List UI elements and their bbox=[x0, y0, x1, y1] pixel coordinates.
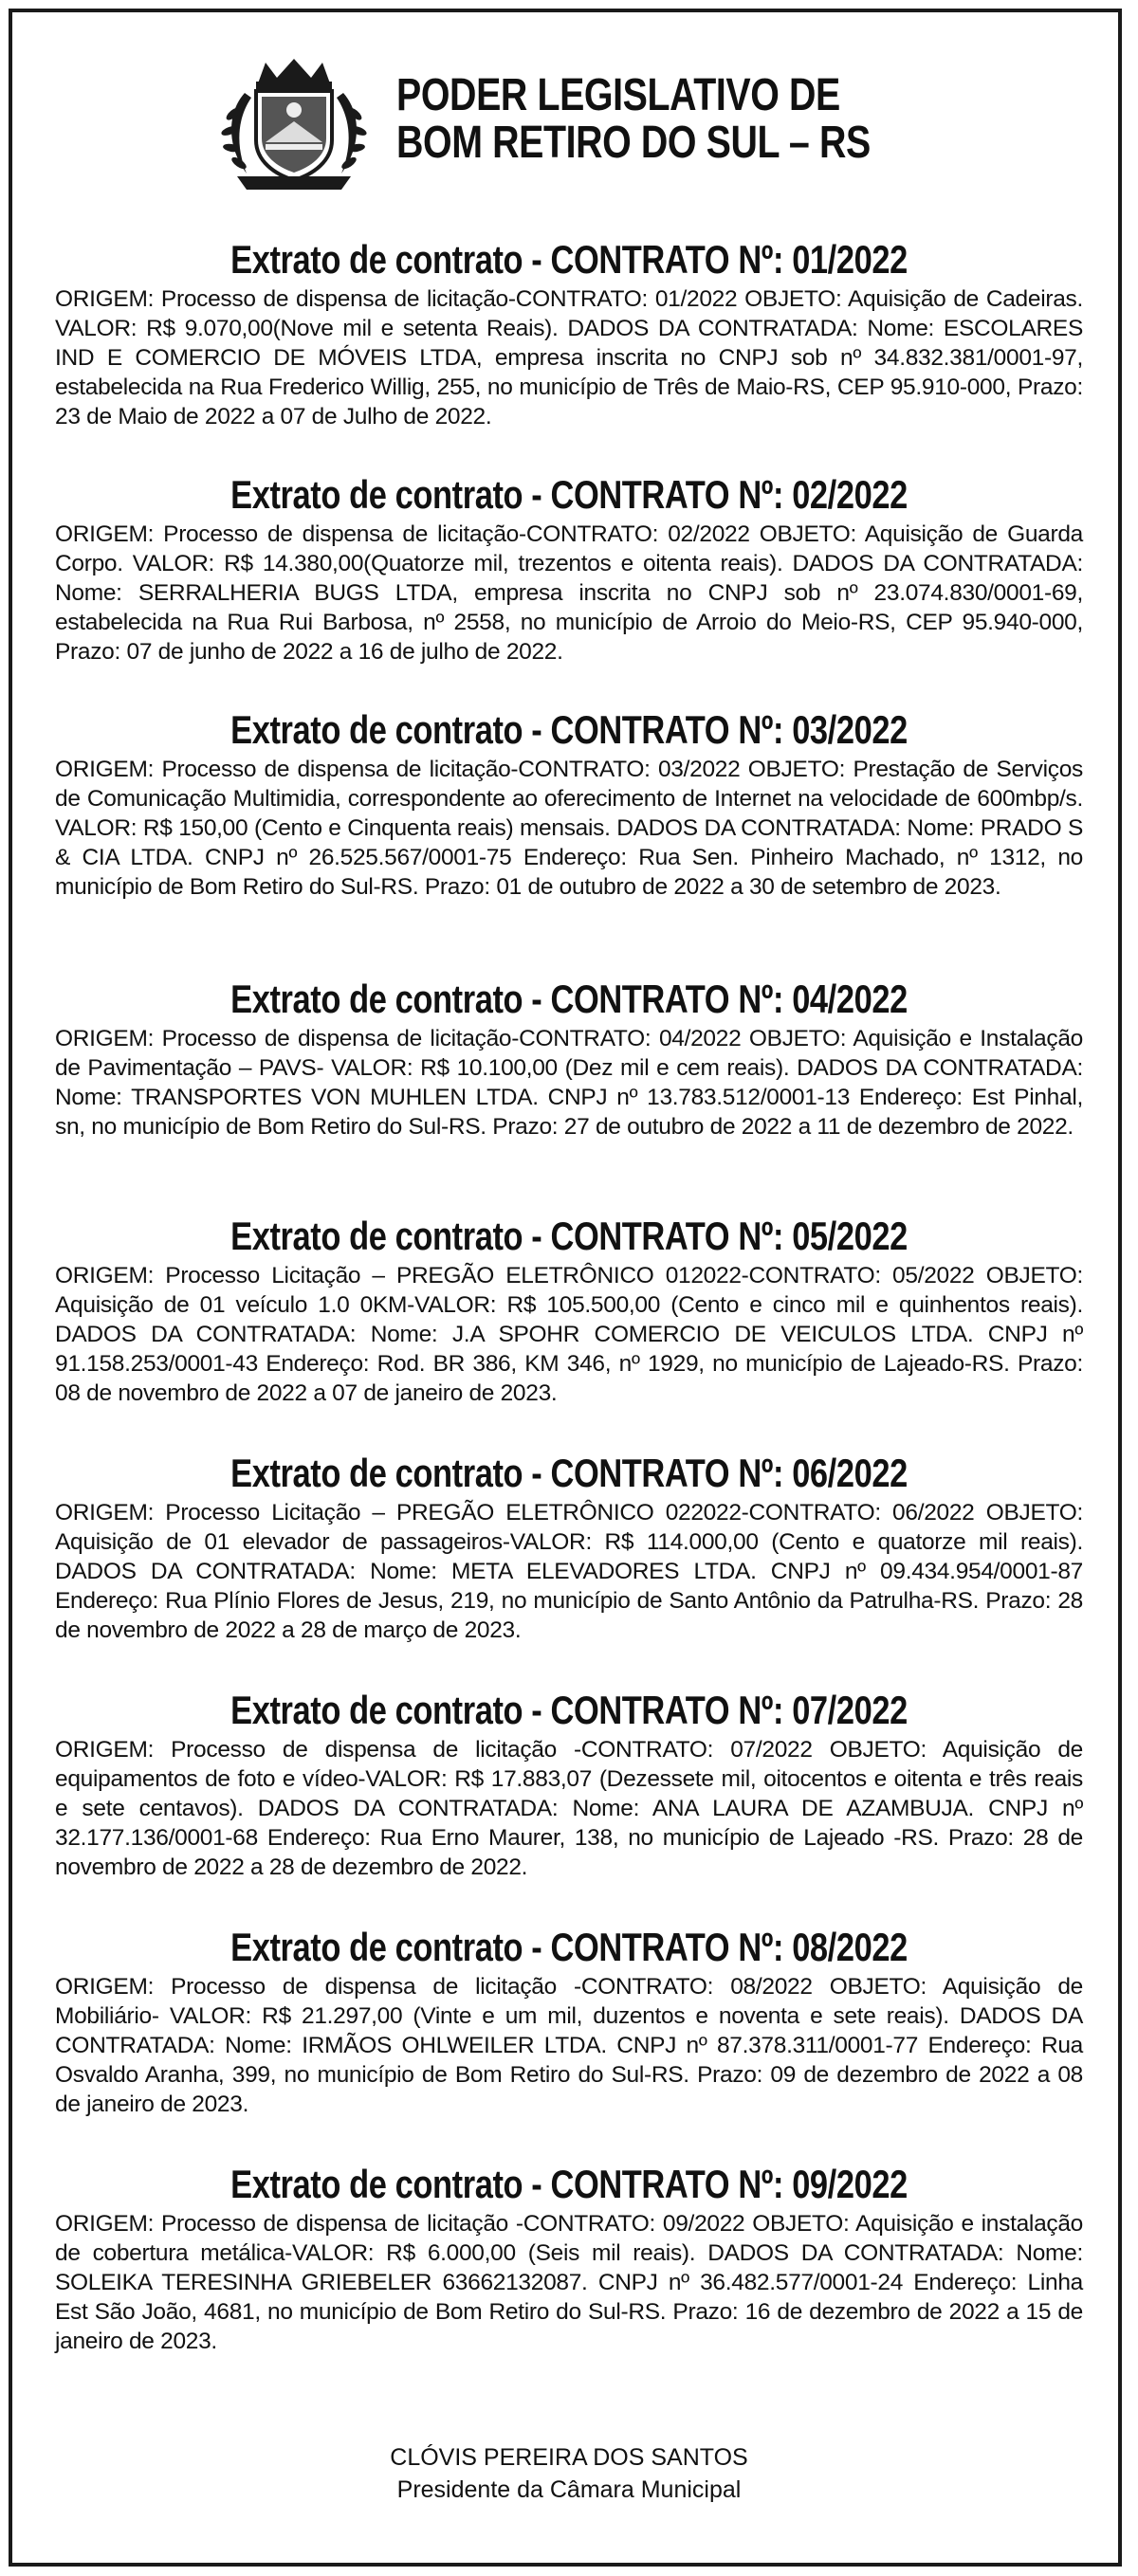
contract-heading: Extrato de contrato - CONTRATO Nº: 09/2022 bbox=[230, 2162, 908, 2206]
contract-text: ORIGEM: Processo de dispensa de licitação -CONTRATO: 08/2022 OBJETO: Aquisição de Mobiliário- VALOR: R$ 21.297,00 (Vinte e um mil, duzentos e noventa e sete reais). DADOS DA CONTRATADA: Nome: IRMÃOS OHLWEILER LTDA. CNPJ nº 87.378.311/0001-77 Endereço: Rua Osvaldo Aranha, 399, no município de Bom Retiro do Sul-RS. Prazo: 09 de dezembro de 2022 a 08 de janeiro de 2023. bbox=[55, 1974, 1083, 2117]
contract-text: ORIGEM: Processo Licitação – PREGÃO ELETRÔNICO 012022-CONTRATO: 05/2022 OBJETO: Aquisição de 01 veículo 1.0 0KM-VALOR: R$ 105.500,00 (Cento e cinco mil e quinhentos reais). DADOS DA CONTRATADA: Nome: J.A SPOHR COMERCIO DE VEICULOS LTDA. CNPJ nº 91.158.253/0001-43 Endereço: Rod. BR 386, KM 346, nº 1929, no município de Lajeado-RS. Prazo: 08 de novembro de 2022 a 07 de janeiro de 2023. bbox=[55, 1263, 1083, 1406]
contract-heading: Extrato de contrato - CONTRATO Nº: 06/2022 bbox=[230, 1451, 908, 1495]
contract-heading: Extrato de contrato - CONTRATO Nº: 03/2022 bbox=[230, 707, 908, 752]
title-line-1: PODER LEGISLATIVO DE bbox=[396, 70, 840, 120]
signatory-role: Presidente da Câmara Municipal bbox=[396, 2476, 742, 2503]
contract-section-8 bbox=[55, 1925, 1083, 2119]
contract-text: ORIGEM: Processo de dispensa de licitação-CONTRATO: 04/2022 OBJETO: Aquisição e Instalação de Pavimentação – PAVS- VALOR: R$ 10.100,00 (Dez mil e cem reais). DADOS DA CONTRATADA: Nome: TRANSPORTES VON MUHLEN LTDA. CNPJ nº 13.783.512/0001-13 Endereço: Est Pinhal, sn, no município de Bom Retiro do Sul-RS. Prazo: 27 de outubro de 2022 a 11 de dezembro de 2022. bbox=[55, 1026, 1083, 1140]
contract-section-4 bbox=[55, 977, 1083, 1142]
contract-heading: Extrato de contrato - CONTRATO Nº: 02/2022 bbox=[230, 472, 908, 517]
contract-text: ORIGEM: Processo de dispensa de licitação -CONTRATO: 07/2022 OBJETO: Aquisição de equipamentos de foto e vídeo-VALOR: R$ 17.883,07 (Dezessete mil, oitocentos e oitenta e três reais e sete centavos). DADOS DA CONTRATADA: Nome: ANA LAURA DE AZAMBUJA. CNPJ nº 32.177.136/0001-68 Endereço: Rua Erno Maurer, 138, no município de Lajeado -RS. Prazo: 28 de novembro de 2022 a 28 de dezembro de 2022. bbox=[55, 1737, 1083, 1880]
contract-section-9 bbox=[55, 2162, 1083, 2356]
contract-heading: Extrato de contrato - CONTRATO Nº: 08/2022 bbox=[230, 1925, 908, 1969]
contract-heading: Extrato de contrato - CONTRATO Nº: 05/2022 bbox=[230, 1214, 908, 1258]
contract-heading: Extrato de contrato - CONTRATO Nº: 04/2022 bbox=[230, 977, 908, 1021]
contract-text: ORIGEM: Processo Licitação – PREGÃO ELETRÔNICO 022022-CONTRATO: 06/2022 OBJETO: Aquisição de 01 elevador de passageiros-VALOR: R$ 114.000,00 (Cento e quatorze mil reais). DADOS DA CONTRATADA: Nome: META ELEVADORES LTDA. CNPJ nº 09.434.954/0001-87 Endereço: Rua Plínio Flores de Jesus, 219, no município de Santo Antônio da Patrulha-RS. Prazo: 28 de novembro de 2022 a 28 de março de 2023. bbox=[55, 1500, 1083, 1643]
contract-text: ORIGEM: Processo de dispensa de licitação-CONTRATO: 03/2022 OBJETO: Prestação de Serviços de Comunicação Multimidia, correspondente ao oferecimento de Internet na velocidade de 600mbp/s. VALOR: R$ 150,00 (Cento e Cinquenta reais) mensais. DADOS DA CONTRATADA: Nome: PRADO S & CIA LTDA. CNPJ nº 26.525.567/0001-75 Endereço: Rua Sen. Pinheiro Machado, nº 1312, no município de Bom Retiro do Sul-RS. Prazo: 01 de outubro de 2022 a 30 de setembro de 2023. bbox=[55, 757, 1083, 900]
contract-section-2 bbox=[55, 472, 1083, 667]
contract-text: ORIGEM: Processo de dispensa de licitação-CONTRATO: 01/2022 OBJETO: Aquisição de Cadeiras. VALOR: R$ 9.070,00(Nove mil e setenta Reais). DADOS DA CONTRATADA: Nome: ESCOLARES IND E COMERCIO DE MÓVEIS LTDA, empresa inscrita no CNPJ sob nº 34.832.381/0001-97, estabelecida na Rua Frederico Willig, 255, no município de Três de Maio-RS, CEP 95.910-000, Prazo: 23 de Maio de 2022 a 07 de Julho de 2022. bbox=[55, 286, 1083, 429]
contract-text: ORIGEM: Processo de dispensa de licitação -CONTRATO: 09/2022 OBJETO: Aquisição e instalação de cobertura metálica-VALOR: R$ 6.000,00 (Seis mil reais). DADOS DA CONTRATADA: Nome: SOLEIKA TERESINHA GRIEBELER 63662132087. CNPJ nº 36.482.577/0001-24 Endereço: Linha Est São João, 4681, no município de Bom Retiro do Sul-RS. Prazo: 16 de dezembro de 2022 a 15 de janeiro de 2023. bbox=[55, 2211, 1083, 2354]
contract-section-3 bbox=[55, 707, 1083, 902]
page-title bbox=[396, 72, 871, 167]
title-line-2: BOM RETIRO DO SUL – RS bbox=[396, 118, 871, 168]
contract-text: ORIGEM: Processo de dispensa de licitação-CONTRATO: 02/2022 OBJETO: Aquisição de Guarda Corpo. VALOR: R$ 14.380,00(Quatorze mil, trezentos e oitenta reais). DADOS DA CONTRATADA: Nome: SERRALHERIA BUGS LTDA, empresa inscrita no CNPJ sob nº 23.074.830/0001-69, estabelecida na Rua Rui Barbosa, nº 2558, no município de Arroio do Meio-RS, CEP 95.940-000, Prazo: 07 de junho de 2022 a 16 de julho de 2022. bbox=[55, 521, 1083, 665]
signatory-name: CLÓVIS PEREIRA DOS SANTOS bbox=[390, 2444, 748, 2471]
coat-of-arms-icon bbox=[199, 55, 389, 197]
contract-heading: Extrato de contrato - CONTRATO Nº: 07/2022 bbox=[230, 1688, 908, 1732]
contract-section-6 bbox=[55, 1451, 1083, 1645]
signature-block bbox=[0, 2441, 1138, 2506]
header bbox=[0, 38, 1138, 190]
contract-section-7 bbox=[55, 1688, 1083, 1882]
contract-section-1 bbox=[55, 237, 1083, 431]
contract-section-5 bbox=[55, 1214, 1083, 1408]
contract-heading: Extrato de contrato - CONTRATO Nº: 01/2022 bbox=[230, 237, 908, 282]
